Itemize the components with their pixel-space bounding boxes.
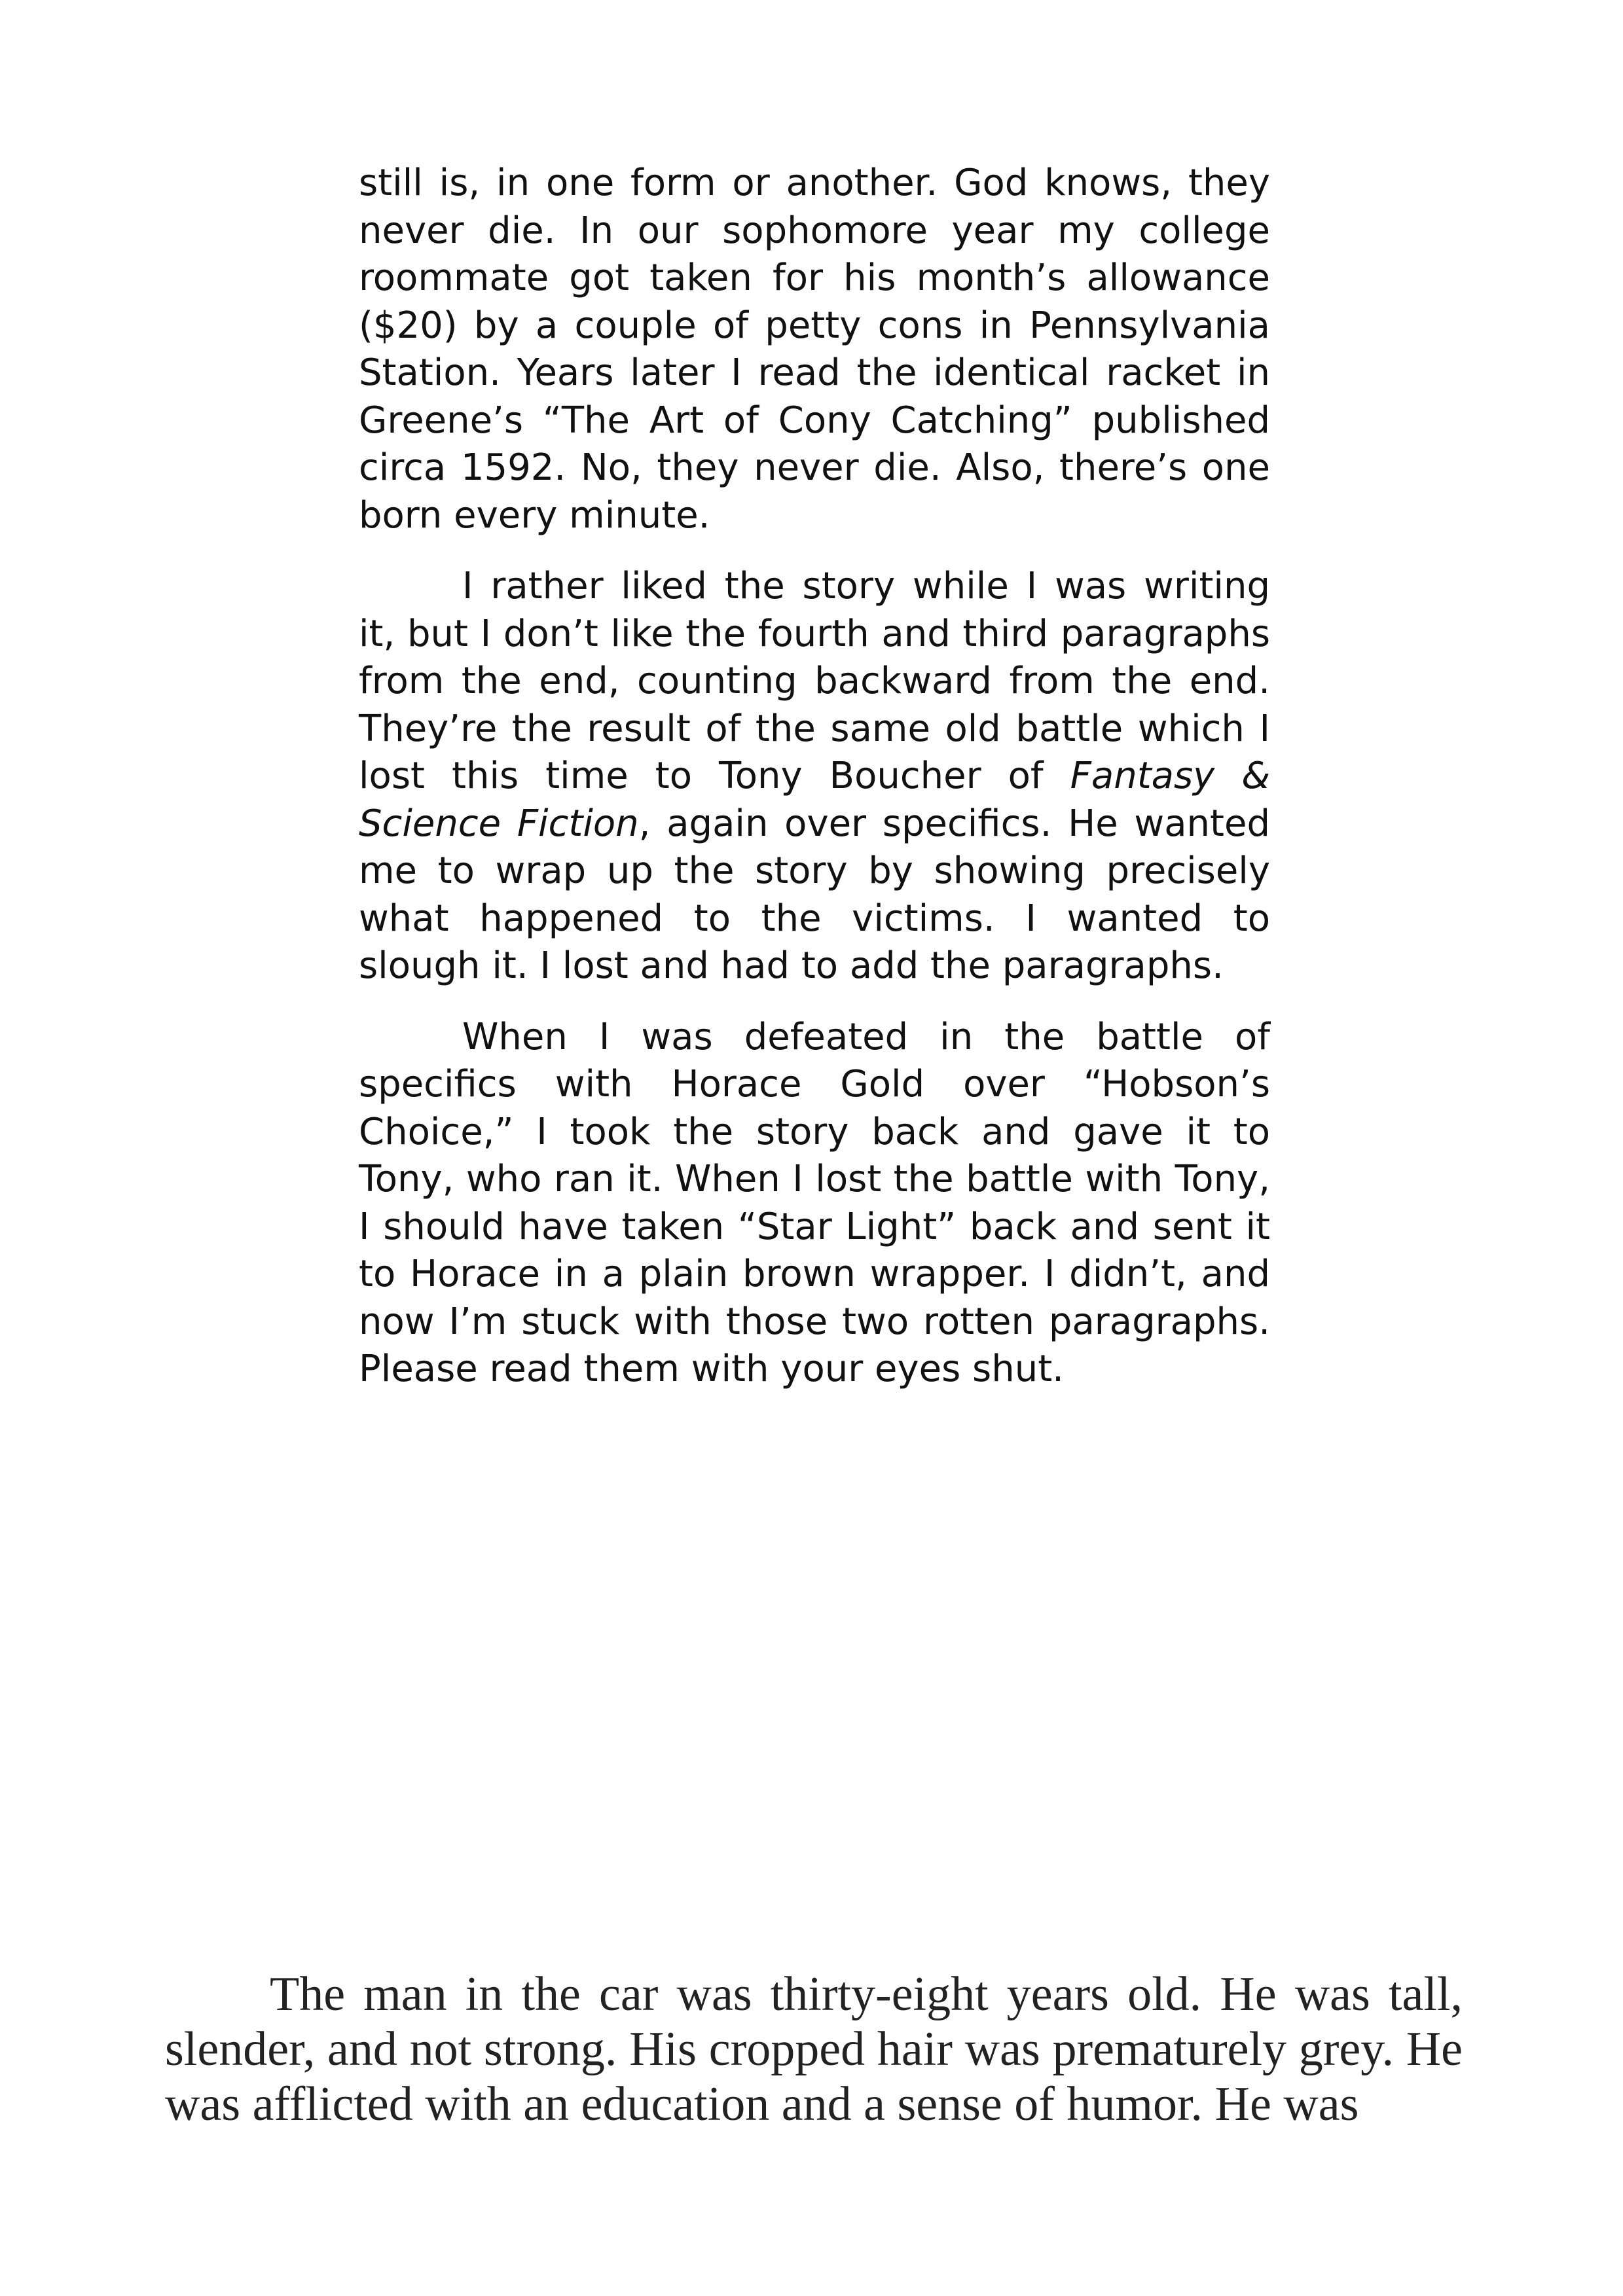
intro-paragraph-2 <box>359 563 1270 990</box>
magazine-title: Fantasy & Science Fiction <box>359 755 1270 845</box>
intro-paragraph-3: When I was defeated in the battle of specifics with Horace Gold over “Hobson’s Choice,” I took the story back and gave it to Tony, who ran it. When I lost the battle with Tony, I should have taken “Star Light” back and sent it to Horace in a plain brown wrapper. I didn’t, and now I’m stuck with those two rotten paragraphs. Please read them with your eyes shut. <box>359 1015 1270 1390</box>
intro-paragraph-2-text-after: , again over specifics. He wanted me to wrap up the story by showing precisely what happened to the victims. I wanted to slough it. I lost and had to add the paragraphs. <box>359 802 1270 987</box>
intro-paragraph-2-text-before: I rather liked the story while I was writing it, but I don’t like the fourth and third paragraphs from the end, counting backward from the end. They’re the result of the same old battle which I lost this time to Tony Boucher of <box>359 565 1270 797</box>
story-paragraph-1: The man in the car was thirty-eight years old. He was tall, slender, and not strong. His cropped hair was prematurely grey. He was afflicted with an education and a sense of humor. He was <box>165 1967 1463 2131</box>
story-body <box>165 1967 1463 2132</box>
intro-paragraph-1: still is, in one form or another. God knows, they never die. In our sophomore year my college roommate got taken for his month’s allowance ($20) by a couple of petty cons in Pennsylvania Station. Years later I read the identical racket in Greene’s “The Art of Cony Catching” published circa 1592. No, they never die. Also, there’s one born every minute. <box>359 162 1270 537</box>
author-introduction <box>359 160 1270 1417</box>
